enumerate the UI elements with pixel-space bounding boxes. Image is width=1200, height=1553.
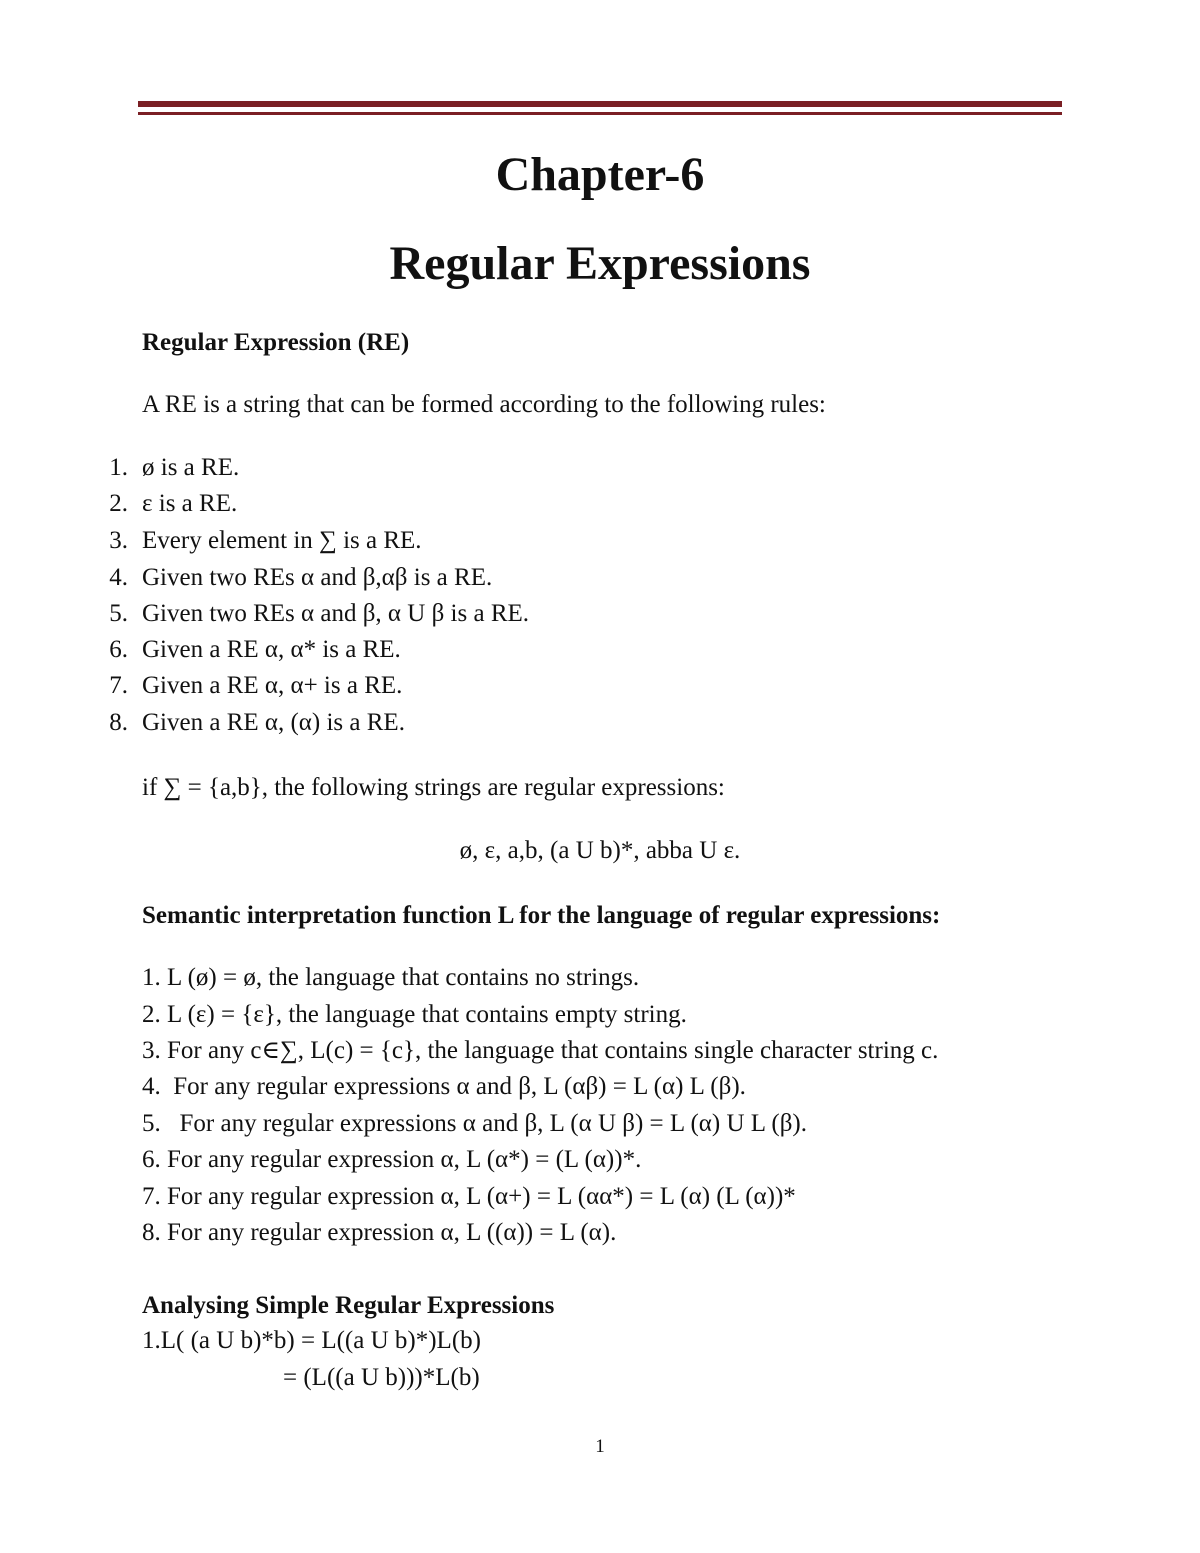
section-heading-semantics: Semantic interpretation function L for the language of regular expressions: [142,902,941,929]
header-rule-thick [138,101,1062,107]
semantics-item: 7. For any regular expression α, L (α+) = L (αα*) = L (α) (L (α))* [142,1183,796,1210]
section-heading-analysis: Analysing Simple Regular Expressions [142,1292,555,1319]
rule-text: Given a RE α, (α) is a RE. [142,709,405,736]
rule-text: ε is a RE. [142,490,238,517]
rule-number: 2. [109,490,128,517]
rule-number: 5. [109,600,128,627]
semantics-item: 6. For any regular expression α, L (α*) = (L (α))*. [142,1146,642,1173]
chapter-label: Chapter-6 [495,148,705,201]
rule-number: 7. [109,672,128,699]
example-expressions: ø, ε, a,b, (a U b)*, abba U ε. [459,837,741,864]
rule-number: 4. [109,564,128,591]
rule-text: Given two REs α and β, α U β is a RE. [142,600,530,627]
rule-text: Given a RE α, α+ is a RE. [142,672,403,699]
rule-text: Given a RE α, α* is a RE. [142,636,401,663]
semantics-item: 1. L (ø) = ø, the language that contains no strings. [142,964,640,991]
rule-number: 8. [109,709,128,736]
page-number: 1 [595,1436,605,1457]
page-title: Regular Expressions [389,237,811,290]
rule-text: ø is a RE. [142,454,240,481]
intro-paragraph: A RE is a string that can be formed according to the following rules: [142,391,826,418]
section-heading-re: Regular Expression (RE) [142,329,410,356]
semantics-item: 4. For any regular expressions α and β, L (αβ) = L (α) L (β). [142,1073,746,1100]
rule-text: Given two REs α and β,αβ is a RE. [142,564,493,591]
rule-number: 3. [109,527,128,554]
header-rule-thin [138,112,1062,115]
rule-number: 6. [109,636,128,663]
semantics-item: 5. For any regular expressions α and β, L (α U β) = L (α) U L (β). [142,1110,808,1137]
analysis-line-1: 1.L( (a U b)*b) = L((a U b)*)L(b) [142,1327,481,1354]
rule-number: 1. [109,454,128,481]
rule-text: Every element in ∑ is a RE. [142,527,422,554]
semantics-item: 3. For any c∈∑, L(c) = {c}, the language that contains single character string c. [142,1037,939,1064]
semantics-item: 8. For any regular expression α, L ((α)) = L (α). [142,1219,617,1246]
example-intro: if ∑ = {a,b}, the following strings are regular expressions: [142,774,725,801]
semantics-item: 2. L (ε) = {ε}, the language that contains empty string. [142,1001,687,1028]
analysis-line-2: = (L((a U b)))*L(b) [283,1364,480,1391]
